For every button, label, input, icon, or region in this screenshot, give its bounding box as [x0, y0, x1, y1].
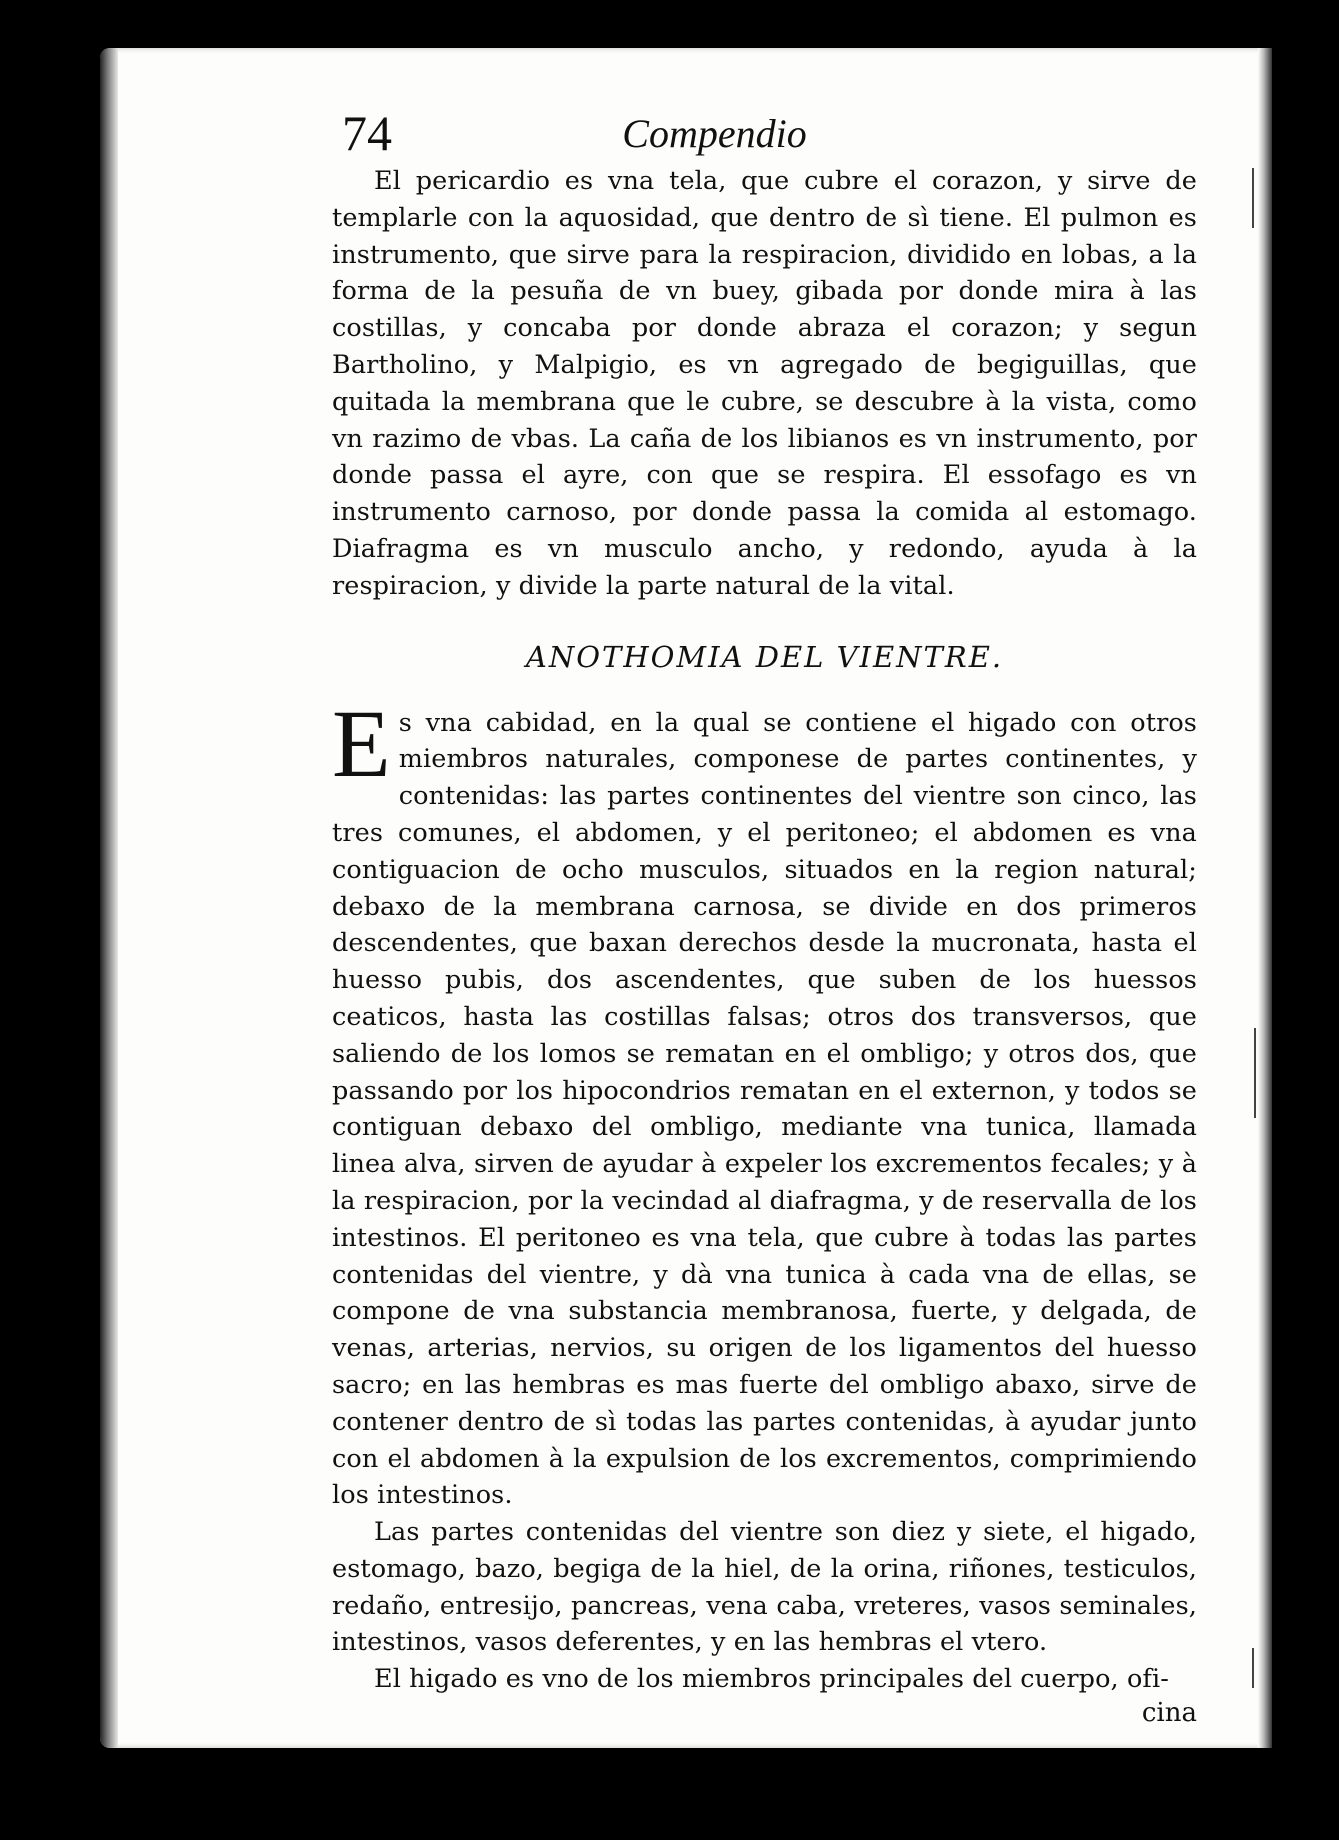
running-head: Compendio	[622, 111, 807, 156]
paragraph-partes-contenidas: Las partes contenidas del vientre son diez y siete, el higado, estomago, bazo, begiga de la hiel, de la orina, riñones, testiculos, redaño, entresijo, pancreas, vena caba, vreteres, vasos seminales, intestinos, vasos deferentes, y en las hembras el vtero.	[332, 1517, 1197, 1658]
page-binding-shadow	[100, 48, 118, 1748]
paragraph-pericardio: El pericardio es vna tela, que cubre el corazon, y sirve de templarle con la aquosidad, que dentro de sì tiene. El pulmon es instrumento, que sirve para la respiracion, dividido en lobas, a la forma de la pesuña de vn buey, gibada por donde mira à las costillas, y concaba por donde abraza el corazon; y segun Bartholino, y Malpigio, es vn agregado de begiguillas, que quitada la membrana que le cubre, se descubre à la vista, como vn razimo de vbas. La caña de los libianos es vn instrumento, por donde passa el ayre, con que se respira. El essofago es vn instrumento carnoso, por donde passa la comida al estomago. Diafragma es vn musculo ancho, y redondo, ayuda à la respiracion, y divide la parte natural de la vital.	[332, 166, 1197, 601]
paragraph-higado: El higado es vno de los miembros principales del cuerpo, ofi-	[374, 1664, 1169, 1695]
margin-mark	[1252, 168, 1254, 228]
page-edge-shadow	[1258, 48, 1272, 1748]
section-title: ANOTHOMIA DEL VIENTRE.	[525, 639, 1004, 674]
page-number: 74	[342, 105, 392, 161]
paragraph-vientre: Es vna cabidad, en la qual se contiene el higado con otros miembros naturales, componese de partes continentes, y contenidas: las partes continentes del vientre son cinco, las tres comunes, el abdomen, y el peritoneo; el abdomen es vna contiguacion de ocho musculos, situados en la region natural; debaxo de la membrana carnosa, se divide en dos primeros descendentes, que baxan derechos desde la mucronata, hasta el huesso pubis, dos ascendentes, que suben de los huessos ceaticos, hasta las costillas falsas; otros dos transversos, que saliendo de los lomos se rematan en el ombligo; y otros dos, que passando por los hipocondrios rematan en el externon, y todos se contiguan debaxo del ombligo, mediante vna tunica, llamada linea alva, sirven de ayudar à expeler los excrementos fecales; y à la respiracion, por la vecindad al diafragma, y de reservalla de los intestinos. El peritoneo es vna tela, que cubre à todas las partes contenidas del vientre, y dà vna tunica à cada vna de ellas, se compone de vna substancia membranosa, fuerte, y delgada, de venas, arterias, nervios, su origen de los ligamentos del huesso sacro; en las hembras es mas fuerte del ombligo abaxo, sirve de contener dentro de sì todas las partes contenidas, à ayudar junto con el abdomen à la expulsion de los excrementos, comprimiendo los intestinos.	[332, 689, 1197, 1511]
margin-mark	[1254, 1028, 1256, 1118]
page-header	[232, 105, 1197, 161]
margin-mark	[1252, 1648, 1254, 1688]
text-block	[232, 163, 1197, 1728]
catchword: cina	[1141, 1698, 1197, 1729]
page-content	[232, 105, 1197, 1728]
